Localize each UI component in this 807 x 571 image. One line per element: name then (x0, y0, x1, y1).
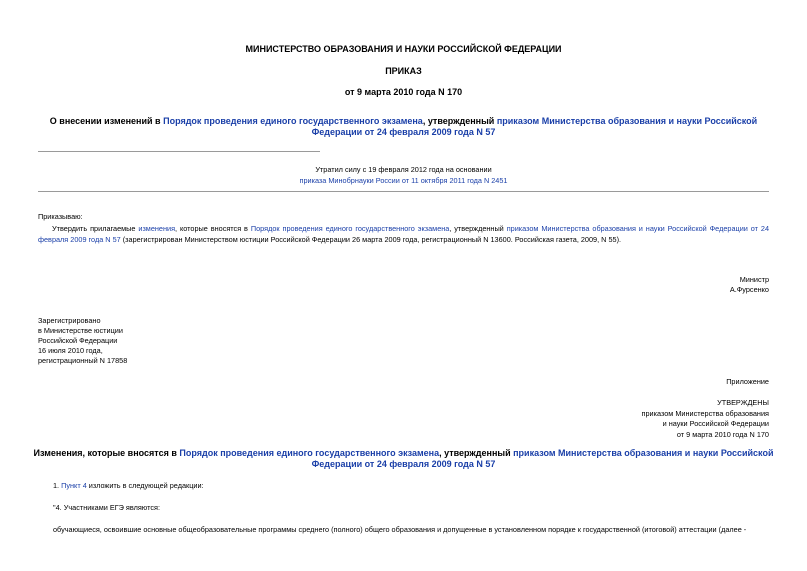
order-57-link-line2[interactable]: Федерации от 24 февраля 2009 года N 57 (311, 127, 496, 137)
changes-link[interactable]: изменения (138, 224, 176, 233)
p1-text3: , утвержденный (449, 224, 504, 233)
registration-l2: в Министерстве юстиции (38, 326, 123, 335)
order-paragraph (38, 224, 769, 245)
registration-l1: Зарегистрировано (38, 316, 101, 325)
p1-text1: Утвердить прилагаемые (52, 224, 136, 233)
appendix-label: Приложение (726, 377, 769, 386)
doc-date-heading: от 9 марта 2010 года N 170 (344, 87, 463, 97)
status-link-wrap (38, 176, 769, 185)
divider-top (38, 151, 320, 152)
registration-l4: 16 июля 2010 года, (38, 346, 103, 355)
change-item-1 (53, 481, 204, 490)
doc-type-heading: ПРИКАЗ (385, 66, 422, 76)
order-57-link-2b[interactable]: февраля 2009 года N 57 (38, 234, 121, 244)
order-intro: Приказываю: (38, 212, 83, 221)
change-item-2: "4. Участниками ЕГЭ являются: (53, 503, 160, 512)
order-57-link-2a[interactable]: приказом Министерства образования и науки Российской Федерации от 24 (506, 224, 770, 233)
clause-4-link[interactable]: Пункт 4 (61, 481, 87, 490)
status-line: Утратил силу с 19 февраля 2012 года на основании (315, 165, 492, 174)
changes-prefix: Изменения, которые вносятся в (33, 448, 177, 458)
registration-l3: Российской Федерации (38, 336, 118, 345)
change-item-3: обучающиеся, освоившие основные общеобразовательные программы среднего (полного) общего образования и допущенные в установленном порядке к государственной (итоговой) аттестации (далее - (53, 525, 747, 534)
approved-label: УТВЕРЖДЕНЫ (717, 398, 769, 407)
procedure-link[interactable]: Порядок проведения единого государственного экзамена (163, 116, 423, 126)
signature-position: Министр (739, 275, 769, 284)
approved-by-1: приказом Министерства образования (641, 408, 769, 418)
order-57-link-3a[interactable]: приказом Министерства образования и науки Российской (513, 448, 774, 458)
p1-text2: , которые вносятся в (175, 224, 248, 233)
registration-block (38, 316, 127, 366)
p1-text4: (зарегистрирован Министерством юстиции Российской Федерации 26 марта 2009 года, регистрационный N 13600. Российская газета, 2009, N 55). (122, 234, 622, 244)
document-title (30, 116, 777, 138)
order-57-link-3b[interactable]: Федерации от 24 февраля 2009 года N 57 (311, 459, 496, 469)
ministry-heading: МИНИСТЕРСТВО ОБРАЗОВАНИЯ И НАУКИ РОССИЙСКОЙ ФЕДЕРАЦИИ (245, 44, 562, 54)
divider-bottom (38, 191, 769, 192)
approval-block (500, 398, 769, 440)
approved-by-3: от 9 марта 2010 года N 170 (676, 429, 769, 439)
order-57-link-line1[interactable]: приказом Министерства образования и науки Российской (496, 116, 758, 126)
title-middle: , утвержденный (422, 116, 495, 126)
changes-heading (30, 448, 777, 470)
procedure-link-3[interactable]: Порядок проведения единого государственного экзамена (179, 448, 440, 458)
item1-number: 1. (53, 481, 60, 490)
title-prefix: О внесении изменений в (49, 116, 161, 126)
approved-by-2: и науки Российской Федерации (662, 419, 769, 428)
item1-text: изложить в следующей редакции: (88, 481, 204, 490)
repeal-order-link[interactable]: приказа Минобрнауки России от 11 октября 2011 года N 2451 (299, 176, 508, 185)
signature-name: А.Фурсенко (729, 285, 769, 294)
registration-l5: регистрационный N 17858 (38, 356, 128, 365)
changes-middle: , утвержденный (439, 448, 511, 458)
procedure-link-2[interactable]: Порядок проведения единого государственного экзамена (250, 224, 450, 233)
